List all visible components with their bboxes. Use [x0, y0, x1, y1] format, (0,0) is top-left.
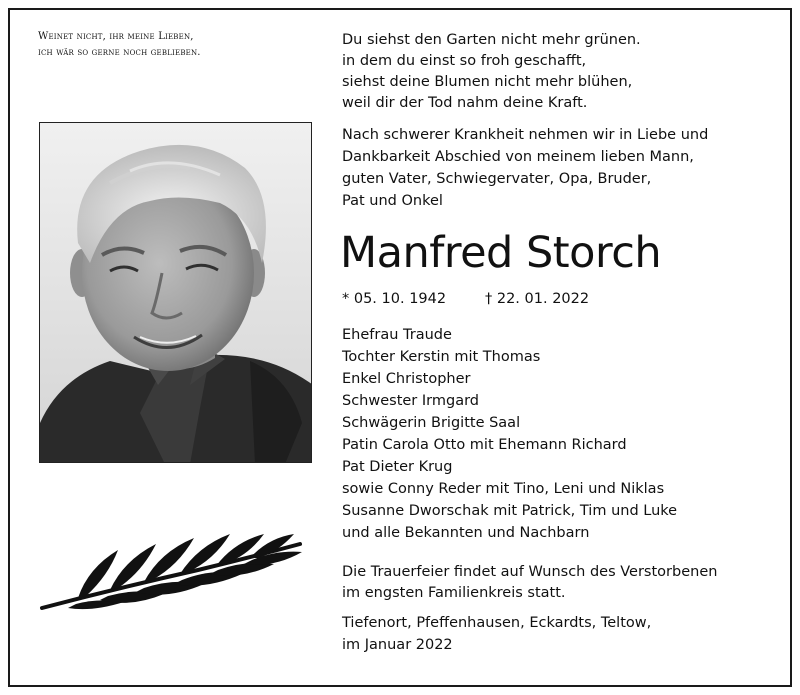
- place-and-date: [342, 612, 782, 656]
- portrait-photo: [39, 122, 312, 463]
- funeral-line: im engsten Familienkreis statt.: [342, 585, 566, 601]
- poem-line: Du siehst den Garten nicht mehr grünen.: [342, 32, 641, 48]
- mourner-line: Ehefrau Traude: [342, 327, 452, 343]
- intro-line: Dankbarkeit Abschied von meinem lieben Mann,: [342, 149, 694, 165]
- funeral-notice: [342, 562, 782, 604]
- portrait-illustration: [40, 123, 312, 463]
- palm-branch-icon: [38, 528, 310, 618]
- intro-line: Pat und Onkel: [342, 193, 443, 209]
- mourner-line: und alle Bekannten und Nachbarn: [342, 525, 590, 541]
- poem-line: siehst deine Blumen nicht mehr blühen,: [342, 74, 633, 90]
- mourner-line: Tochter Kerstin mit Thomas: [342, 349, 541, 365]
- poem: [342, 30, 762, 114]
- intro-line: Nach schwerer Krankheit nehmen wir in Liebe und: [342, 127, 709, 143]
- death-date: † 22. 01. 2022: [485, 291, 590, 307]
- mourner-line: Enkel Christopher: [342, 371, 471, 387]
- mourner-line: Schwester Irmgard: [342, 393, 479, 409]
- birth-date: * 05. 10. 1942: [342, 291, 447, 307]
- palm-branch-drawing: [38, 528, 310, 618]
- motto: [38, 29, 308, 61]
- deceased-name: Manfred Storch: [340, 228, 662, 278]
- place-line: Tiefenort, Pfeffenhausen, Eckardts, Teltow,: [342, 615, 652, 631]
- motto-line: ich wär so gerne noch geblieben.: [38, 47, 201, 58]
- mourner-line: Susanne Dworschak mit Patrick, Tim und Luke: [342, 503, 678, 519]
- life-dates: [342, 289, 772, 309]
- mourner-line: Patin Carola Otto mit Ehemann Richard: [342, 437, 627, 453]
- place-line: im Januar 2022: [342, 637, 453, 653]
- mourner-line: Pat Dieter Krug: [342, 459, 453, 475]
- mourner-line: sowie Conny Reder mit Tino, Leni und Niklas: [342, 481, 665, 497]
- poem-line: weil dir der Tod nahm deine Kraft.: [342, 95, 588, 111]
- motto-line: Weinet nicht, ihr meine Lieben,: [38, 31, 194, 42]
- intro-line: guten Vater, Schwiegervater, Opa, Bruder,: [342, 171, 652, 187]
- mourners-list: [342, 324, 782, 544]
- poem-line: in dem du einst so froh geschafft,: [342, 53, 587, 69]
- intro-text: [342, 124, 772, 212]
- funeral-line: Die Trauerfeier findet auf Wunsch des Verstorbenen: [342, 564, 718, 580]
- mourner-line: Schwägerin Brigitte Saal: [342, 415, 521, 431]
